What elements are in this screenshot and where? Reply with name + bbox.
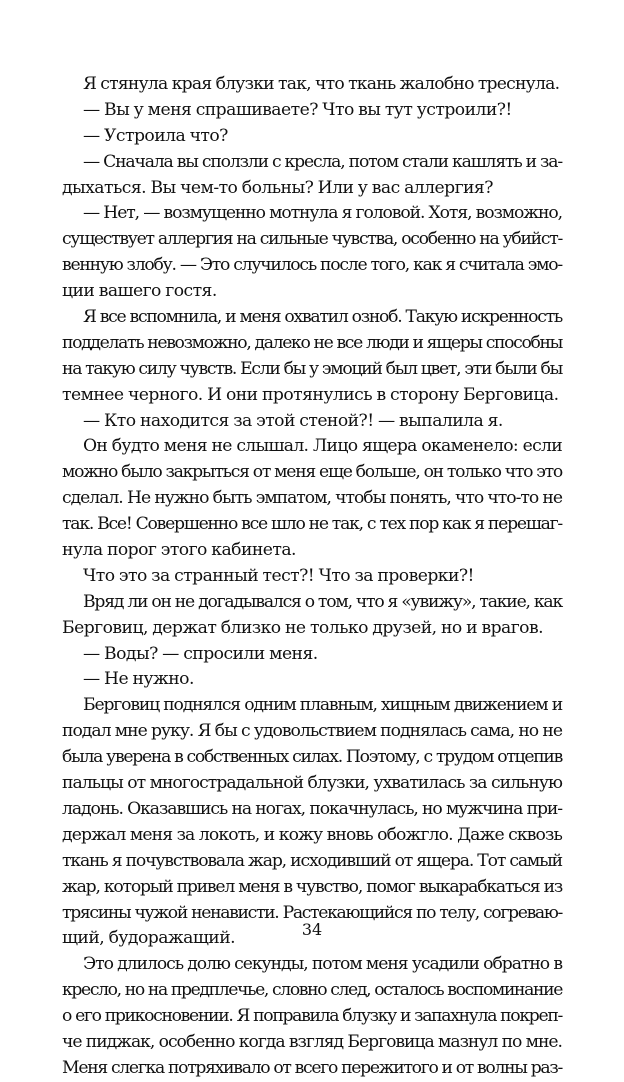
text-line: — Сначала вы сползли с кресла, потом стали кашлять и за- bbox=[83, 151, 562, 172]
text-line: можно было закрыться от меня еще больше, он только что это bbox=[62, 462, 562, 483]
text-line: пальцы от многострадальной блузки, ухватилась за сильную bbox=[62, 773, 562, 794]
text-line: жар, который привел меня в чувство, помог выкарабкаться из bbox=[62, 876, 562, 897]
text-line: че пиджак, особенно когда взгляд Берговица мазнул по мне. bbox=[62, 1031, 562, 1052]
text-line: была уверена в собственных силах. Поэтому, с трудом отцепив bbox=[62, 747, 562, 768]
text-line: ладонь. Оказавшись на ногах, покачнулась, но мужчина при- bbox=[62, 798, 562, 819]
text-line: подал мне руку. Я бы с удовольствием поднялась сама, но не bbox=[62, 721, 562, 742]
text-line: — Воды? — спросили меня. bbox=[83, 643, 318, 664]
text-line: ткань я почувствовала жар, исходивший от ящера. Тот самый bbox=[62, 850, 562, 871]
text-line: — Нет, — возмущенно мотнула я головой. Хотя, возможно, bbox=[83, 203, 562, 224]
text-line: щий, будоражащий. bbox=[62, 928, 236, 949]
text-line: существует аллергия на сильные чувства, особенно на убийст- bbox=[62, 229, 562, 250]
text-line: Вряд ли он не догадывался о том, что я «увижу», такие, как bbox=[83, 591, 562, 612]
text-line: Берговиц, держат близко не только друзей, но и врагов. bbox=[62, 617, 544, 638]
text-line: трясины чужой ненависти. Растекающийся по телу, согреваю- bbox=[62, 902, 562, 923]
text-line: держал меня за локоть, и кожу вновь обожгло. Даже сквозь bbox=[62, 824, 562, 845]
text-line: Я все вспомнила, и меня охватил озноб. Такую искренность bbox=[83, 307, 562, 328]
text-line: на такую силу чувств. Если бы у эмоций был цвет, эти были бы bbox=[62, 358, 562, 379]
text-line: — Вы у меня спрашиваете? Что вы тут устроили?! bbox=[83, 99, 512, 120]
text-line: ции вашего гостя. bbox=[62, 281, 217, 302]
text-line: нула порог этого кабинета. bbox=[62, 540, 296, 561]
text-line: дыхаться. Вы чем-то больны? Или у вас аллергия? bbox=[62, 177, 493, 198]
text-line: — Кто находится за этой стеной?! — выпалила я. bbox=[83, 410, 503, 431]
text-line: Он будто меня не слышал. Лицо ящера окаменело: если bbox=[83, 436, 562, 457]
text-line: Что это за странный тест?! Что за проверки?! bbox=[83, 565, 474, 586]
text-line: Меня слегка потряхивало от всего пережитого и от волны раз- bbox=[62, 1057, 562, 1078]
text-line: сделал. Не нужно быть эмпатом, чтобы понять, что что-то не bbox=[62, 488, 562, 509]
text-line: Я стянула края блузки так, что ткань жалобно треснула. bbox=[83, 74, 560, 94]
text-line: кресло, но на предплечье, словно след, осталось воспоминание bbox=[62, 980, 562, 1001]
text-line: — Устроила что? bbox=[83, 125, 228, 146]
text-line: о его прикосновении. Я поправила блузку и запахнула покреп- bbox=[62, 1006, 562, 1027]
page-number: 34 bbox=[301, 920, 323, 939]
text-line: Это длилось долю секунды, потом меня усадили обратно в bbox=[83, 954, 562, 975]
text-line: так. Все! Совершенно все шло не так, с тех пор как я перешаг- bbox=[62, 514, 562, 535]
text-line: темнее черного. И они протянулись в сторону Берговица. bbox=[62, 384, 559, 405]
text-line: подделать невозможно, далеко не все люди и ящеры способны bbox=[62, 332, 562, 353]
text-line: Берговиц поднялся одним плавным, хищным движением и bbox=[83, 695, 562, 716]
text-line: — Не нужно. bbox=[83, 669, 194, 690]
text-line: венную злобу. — Это случилось после того, как я считала эмо- bbox=[62, 255, 562, 276]
